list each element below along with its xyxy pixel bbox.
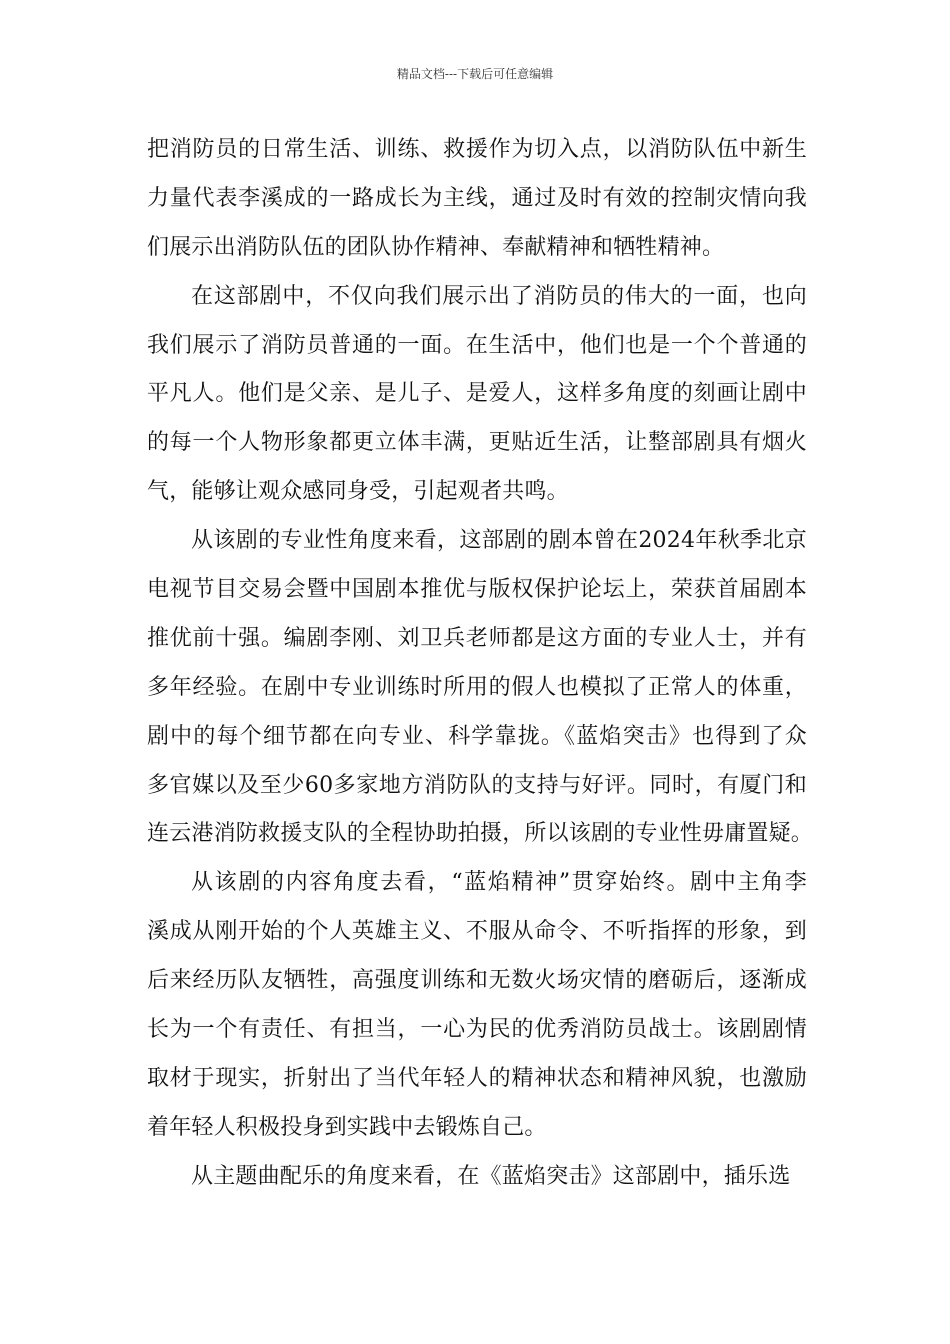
text-line: 长为一个有责任、有担当，一心为民的优秀消防员战士。该剧剧情 <box>147 1017 807 1043</box>
text-line: 着年轻人积极投身到实践中去锻炼自己。 <box>147 1114 547 1140</box>
text-line: 连云港消防救援支队的全程协助拍摄，所以该剧的专业性毋庸置疑。 <box>147 821 814 847</box>
text-line: 气，能够让观众感同身受，引起观者共鸣。 <box>147 479 569 505</box>
text-line: 从该剧的内容角度去看，“蓝焰精神”贯穿始终。剧中主角李 <box>191 870 807 896</box>
paragraph-5 <box>147 1157 807 1206</box>
paragraph-1 <box>147 130 807 277</box>
page-header: 精品文档---下载后可任意编辑 <box>396 67 554 81</box>
document-body <box>147 130 814 1206</box>
text-line: 溪成从刚开始的个人英雄主义、不服从命令、不听指挥的形象，到 <box>147 919 807 945</box>
text-line: 取材于现实，折射出了当代年轻人的精神状态和精神风貌，也激励 <box>147 1065 807 1091</box>
text-line: 在这部剧中，不仅向我们展示出了消防员的伟大的一面，也向 <box>191 283 807 309</box>
text-line: 把消防员的日常生活、训练、救援作为切入点，以消防队伍中新生 <box>147 137 807 162</box>
text-line: 平凡人。他们是父亲、是儿子、是爱人，这样多角度的刻画让剧中 <box>147 381 807 407</box>
paragraph-4 <box>147 863 807 1156</box>
paragraph-3 <box>147 521 814 863</box>
text-line: 从主题曲配乐的角度来看，在《蓝焰突击》这部剧中，插乐选 <box>191 1163 791 1189</box>
text-line: 多官媒以及至少60多家地方消防队的支持与好评。同时，有厦门和 <box>147 772 807 798</box>
paragraph-2 <box>147 277 807 521</box>
text-line: 从该剧的专业性角度来看，这部剧的剧本曾在2024年秋季北京 <box>191 528 807 554</box>
text-line: 多年经验。在剧中专业训练时所用的假人也模拟了正常人的体重， <box>147 674 807 700</box>
text-line: 我们展示了消防员普通的一面。在生活中，他们也是一个个普通的 <box>147 332 807 358</box>
text-line: 们展示出消防队伍的团队协作精神、奉献精神和牺牲精神。 <box>147 234 725 260</box>
text-line: 力量代表李溪成的一路成长为主线，通过及时有效的控制灾情向我 <box>147 185 807 211</box>
text-line: 的每一个人物形象都更立体丰满，更贴近生活，让整部剧具有烟火 <box>147 430 807 456</box>
text-line: 推优前十强。编剧李刚、刘卫兵老师都是这方面的专业人士，并有 <box>147 625 807 651</box>
text-line: 电视节目交易会暨中国剧本推优与版权保护论坛上，荣获首届剧本 <box>147 577 807 603</box>
text-line: 剧中的每个细节都在向专业、科学靠拢。《蓝焰突击》也得到了众 <box>147 723 807 749</box>
text-line: 后来经历队友牺牲，高强度训练和无数火场灾情的磨砺后，逐渐成 <box>147 968 807 994</box>
